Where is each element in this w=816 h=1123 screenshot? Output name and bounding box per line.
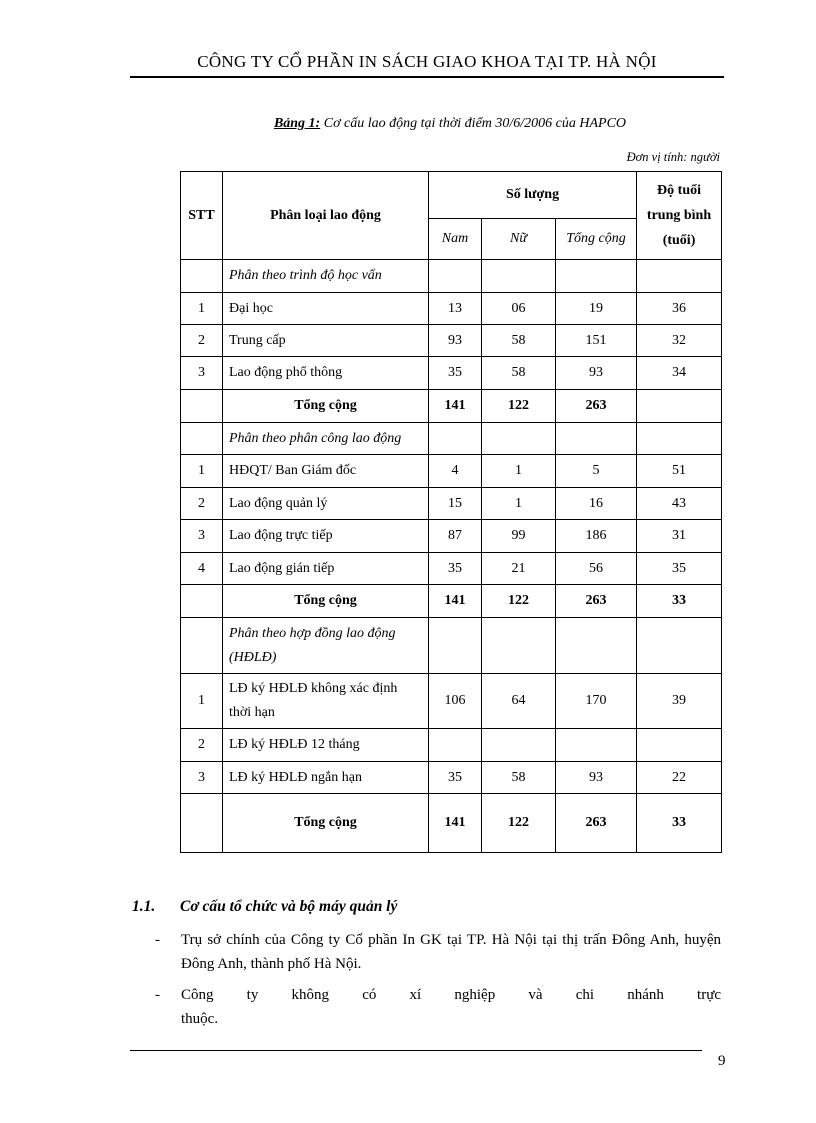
bullet-text: Trụ sở chính của Công ty Cổ phần In GK tại TP. Hà Nội tại thị trấn Đông Anh, huyện Đông Anh, thành phố Hà Nội.	[181, 932, 721, 972]
page-number: 9	[718, 1053, 726, 1069]
total-total: 263	[556, 794, 637, 853]
table-caption-label: Bảng 1:	[273, 116, 321, 131]
cell-total: 5	[556, 455, 637, 488]
header-quantity: Số lượng	[429, 172, 637, 219]
bullet-item	[155, 983, 721, 1031]
bullet-dash: -	[155, 932, 160, 948]
table-row	[181, 455, 722, 488]
table-row	[181, 325, 722, 357]
table-row	[181, 729, 722, 762]
cell-age: 32	[637, 325, 722, 357]
total-age: 33	[637, 585, 722, 618]
cell-female: 21	[482, 553, 556, 585]
table-row	[181, 488, 722, 520]
cell-age: 31	[637, 520, 722, 553]
total-age: 33	[637, 794, 722, 853]
table-header-row	[181, 172, 722, 219]
section-title: Phân theo trình độ học vấn	[223, 260, 429, 293]
cell-stt: 1	[181, 293, 223, 325]
cell-total	[556, 729, 637, 762]
cell-female: 1	[482, 455, 556, 488]
table-row	[181, 520, 722, 553]
bullet-item	[155, 928, 721, 976]
cell-label: Đại học	[223, 293, 429, 325]
cell-female: 1	[482, 488, 556, 520]
total-total: 263	[556, 585, 637, 618]
cell-female: 99	[482, 520, 556, 553]
cell-stt: 3	[181, 520, 223, 553]
cell-total: 186	[556, 520, 637, 553]
section-row	[181, 260, 722, 293]
cell-label: LĐ ký HĐLĐ 12 tháng	[223, 729, 429, 762]
footer-divider	[130, 1050, 702, 1051]
total-age	[637, 390, 722, 423]
cell-stt: 1	[181, 455, 223, 488]
cell-total: 93	[556, 762, 637, 794]
header-female: Nữ	[482, 219, 556, 260]
header-total: Tổng cộng	[556, 219, 637, 260]
section-row	[181, 423, 722, 455]
cell-total: 19	[556, 293, 637, 325]
total-label: Tổng cộng	[223, 585, 429, 618]
bullet-dash: -	[155, 987, 160, 1003]
table-row	[181, 293, 722, 325]
section-title: Phân theo phân công lao động	[223, 423, 429, 455]
total-female: 122	[482, 390, 556, 423]
cell-female: 06	[482, 293, 556, 325]
cell-stt: 2	[181, 325, 223, 357]
bullet-text: Công ty không có xí nghiệp và chi nhánh trực thuộc.	[181, 987, 721, 1027]
section-row	[181, 618, 722, 674]
cell-label: Lao động quản lý	[223, 488, 429, 520]
total-male: 141	[429, 390, 482, 423]
cell-age	[637, 729, 722, 762]
section-heading	[132, 898, 397, 916]
header-average-age: Độ tuổi trung bình (tuổi)	[637, 172, 722, 260]
cell-male: 35	[429, 762, 482, 794]
section-title: Phân theo hợp đồng lao động (HĐLĐ)	[223, 618, 429, 674]
cell-female: 64	[482, 674, 556, 729]
cell-female: 58	[482, 762, 556, 794]
cell-male: 15	[429, 488, 482, 520]
cell-age: 36	[637, 293, 722, 325]
table-caption-text: Cơ cấu lao động tại thời điểm 30/6/2006 của HAPCO	[320, 116, 627, 131]
cell-label: Trung cấp	[223, 325, 429, 357]
cell-male: 35	[429, 553, 482, 585]
cell-age: 39	[637, 674, 722, 729]
table-row	[181, 674, 722, 729]
cell-stt: 2	[181, 488, 223, 520]
cell-male: 4	[429, 455, 482, 488]
cell-male	[429, 729, 482, 762]
cell-age: 22	[637, 762, 722, 794]
cell-stt: 3	[181, 762, 223, 794]
labor-structure-table	[180, 171, 722, 853]
cell-label: Lao động trực tiếp	[223, 520, 429, 553]
total-male: 141	[429, 794, 482, 853]
cell-label: LĐ ký HĐLĐ không xác định thời hạn	[223, 674, 429, 729]
cell-label: HĐQT/ Ban Giám đốc	[223, 455, 429, 488]
unit-note: Đơn vị tính: người	[626, 150, 720, 164]
cell-male: 13	[429, 293, 482, 325]
cell-stt: 1	[181, 674, 223, 729]
cell-total: 151	[556, 325, 637, 357]
table-row	[181, 357, 722, 390]
cell-label: Lao động gián tiếp	[223, 553, 429, 585]
total-male: 141	[429, 585, 482, 618]
total-female: 122	[482, 794, 556, 853]
cell-female: 58	[482, 325, 556, 357]
cell-age: 35	[637, 553, 722, 585]
cell-age: 51	[637, 455, 722, 488]
cell-total: 56	[556, 553, 637, 585]
section-number: 1.1.	[132, 898, 156, 915]
cell-male: 93	[429, 325, 482, 357]
cell-age: 34	[637, 357, 722, 390]
cell-male: 106	[429, 674, 482, 729]
header-divider	[130, 76, 724, 78]
total-row	[181, 390, 722, 423]
cell-total: 16	[556, 488, 637, 520]
cell-stt: 2	[181, 729, 223, 762]
table-row	[181, 762, 722, 794]
table-row	[181, 553, 722, 585]
header-stt: STT	[181, 172, 223, 260]
total-row	[181, 585, 722, 618]
cell-female: 58	[482, 357, 556, 390]
cell-male: 87	[429, 520, 482, 553]
cell-age: 43	[637, 488, 722, 520]
cell-label: Lao động phổ thông	[223, 357, 429, 390]
total-label: Tổng cộng	[223, 390, 429, 423]
cell-stt: 3	[181, 357, 223, 390]
cell-female	[482, 729, 556, 762]
page-header-title: CÔNG TY CỔ PHẦN IN SÁCH GIAO KHOA TẠI TP. HÀ NỘI	[197, 52, 657, 71]
total-female: 122	[482, 585, 556, 618]
total-total: 263	[556, 390, 637, 423]
cell-male: 35	[429, 357, 482, 390]
cell-total: 170	[556, 674, 637, 729]
cell-stt: 4	[181, 553, 223, 585]
header-category: Phân loại lao động	[223, 172, 429, 260]
header-male: Nam	[429, 219, 482, 260]
table-caption	[180, 116, 720, 132]
cell-total: 93	[556, 357, 637, 390]
cell-label: LĐ ký HĐLĐ ngắn hạn	[223, 762, 429, 794]
total-row	[181, 794, 722, 853]
total-label: Tổng cộng	[223, 794, 429, 853]
section-title-text: Cơ cấu tổ chức và bộ máy quản lý	[180, 898, 398, 915]
